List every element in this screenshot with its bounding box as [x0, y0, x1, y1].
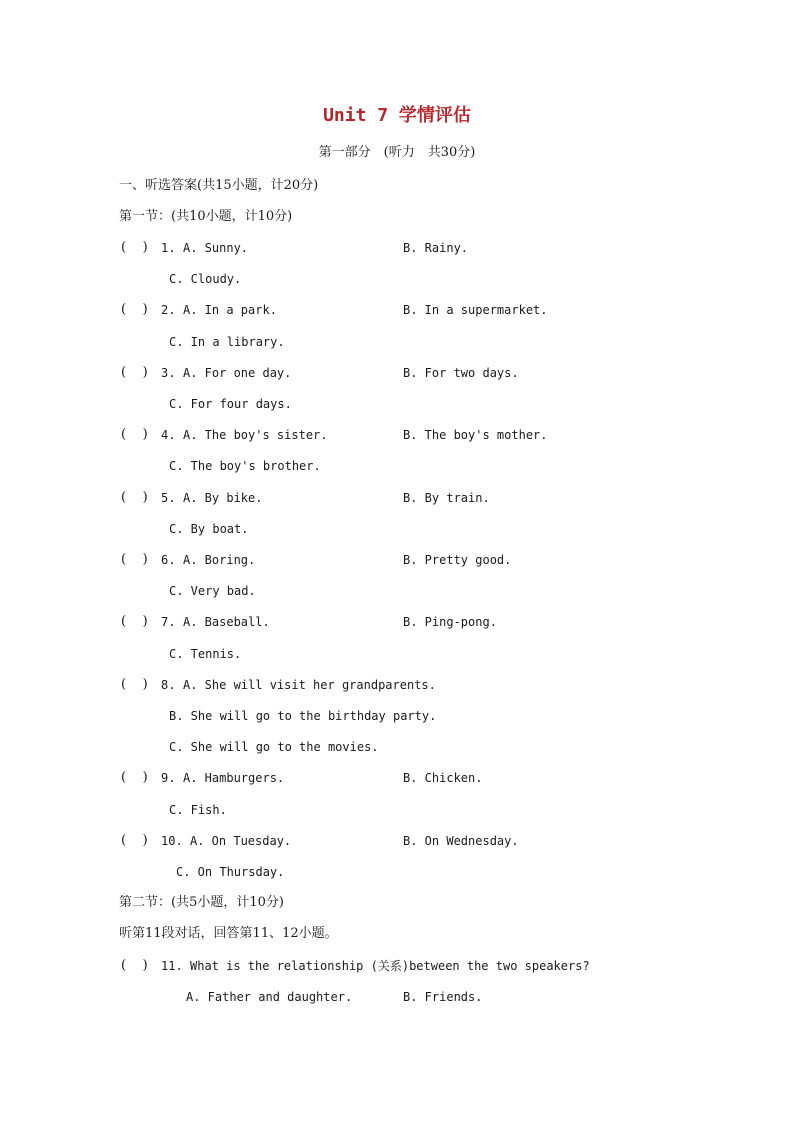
option-c: C. Very bad. [169, 584, 256, 598]
question-number: 2. [161, 303, 176, 317]
question-number: 7. [161, 615, 176, 629]
answer-bracket: ( ) [121, 958, 148, 973]
question-number: 10. [161, 834, 183, 848]
option-c: C. Fish. [169, 803, 227, 817]
option-c: C. Tennis. [169, 647, 242, 661]
question-number: 1. [161, 241, 176, 255]
option-b: B. For two days. [403, 366, 519, 380]
option-a: A. On Tuesday. [190, 834, 292, 848]
option-a: A. Boring. [183, 553, 256, 567]
option-a: A. By bike. [183, 491, 263, 505]
option-a: A. The boy's sister. [183, 428, 328, 442]
option-b: B. On Wednesday. [403, 834, 519, 848]
option-a: A. In a park. [183, 303, 277, 317]
question-number: 6. [161, 553, 176, 567]
option-b: B. Ping-pong. [403, 615, 497, 629]
answer-bracket: ( ) [121, 302, 148, 317]
option-b: B. In a supermarket. [403, 303, 548, 317]
option-c: C. By boat. [169, 522, 249, 536]
option-c: C. For four days. [169, 397, 292, 411]
answer-bracket: ( ) [121, 677, 148, 692]
question-number: 8. [161, 678, 176, 692]
answer-bracket: ( ) [121, 770, 148, 785]
option-a: A. She will visit her grandparents. [183, 678, 436, 692]
part-heading: 第一部分 (听力 共30分) [318, 145, 476, 160]
question-number: 5. [161, 491, 176, 505]
answer-bracket: ( ) [121, 240, 148, 255]
option-c: C. The boy's brother. [169, 459, 321, 473]
option-b: B. Friends. [403, 990, 483, 1004]
option-b: B. Chicken. [403, 771, 483, 785]
answer-bracket: ( ) [121, 614, 148, 629]
option-b: B. The boy's mother. [403, 428, 548, 442]
question-number: 11. [161, 959, 183, 973]
option-a: A. Baseball. [183, 615, 270, 629]
listening-instruction: 听第11段对话，回答第11、12小题。 [119, 926, 338, 941]
option-a: A. For one day. [183, 366, 292, 380]
answer-bracket: ( ) [121, 490, 148, 505]
option-c: C. Cloudy. [169, 272, 242, 286]
option-a: A. Father and daughter. [186, 990, 353, 1004]
section-heading: 一、听选答案(共15小题，计20分) [119, 178, 319, 193]
question-stem: What is the relationship (关系)between the two speakers? [190, 959, 590, 973]
option-b: B. By train. [403, 491, 490, 505]
answer-bracket: ( ) [121, 365, 148, 380]
option-c: C. In a library. [169, 335, 285, 349]
option-a: A. Sunny. [183, 241, 249, 255]
option-c: C. On Thursday. [176, 865, 285, 879]
page-title: Unit 7 学情评估 [323, 105, 471, 126]
question-number: 4. [161, 428, 176, 442]
option-a: A. Hamburgers. [183, 771, 285, 785]
subsection-heading-1: 第一节：(共10小题，计10分) [119, 209, 293, 224]
option-b: B. Pretty good. [403, 553, 512, 567]
answer-bracket: ( ) [121, 552, 148, 567]
option-b: B. Rainy. [403, 241, 469, 255]
answer-bracket: ( ) [121, 427, 148, 442]
answer-bracket: ( ) [121, 833, 148, 848]
subsection-heading-2: 第二节：(共5小题，计10分) [119, 895, 284, 910]
option-c: C. She will go to the movies. [169, 740, 379, 754]
question-number: 9. [161, 771, 176, 785]
question-number: 3. [161, 366, 176, 380]
option-b: B. She will go to the birthday party. [169, 709, 437, 723]
